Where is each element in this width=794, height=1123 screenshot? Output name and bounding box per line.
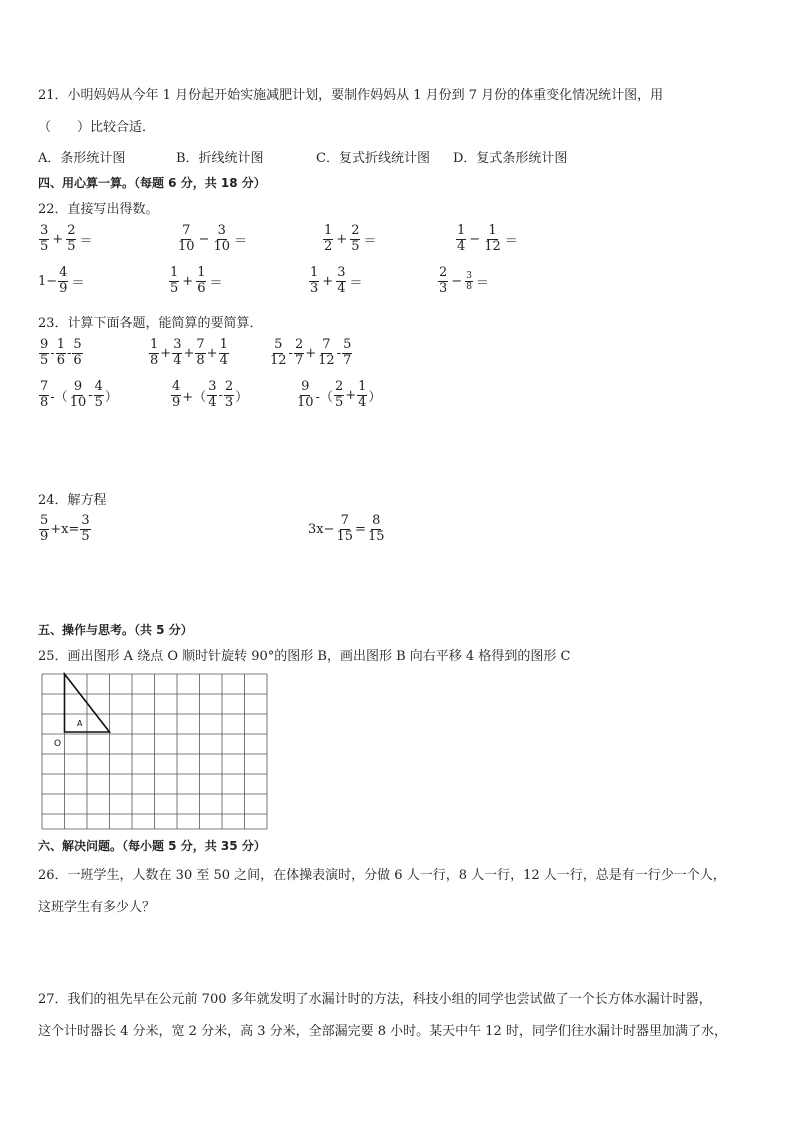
q23-expr-6: $\frac{9}{10}$ -（ $\frac{2}{5}$ + $\frac{1}{4}$ ）: [297, 379, 382, 410]
q24-equation-1: $\frac{5}{9}$ +x= $\frac{3}{5}$: [40, 513, 90, 544]
q21-option-c: C．复式折线统计图: [316, 151, 430, 166]
section6-title: 六、解决问题。（每小题 5 分，共 35 分）: [38, 839, 266, 853]
q22-expr-7: $\frac{1}{3}$ + $\frac{3}{4}$ ＝: [310, 265, 363, 296]
q22-expr-3: $\frac{1}{2}$ + $\frac{2}{5}$ ＝: [324, 223, 377, 254]
q27-line1: 27．我们的祖先早在公元前 700 多年就发明了水漏计时的方法，科技小组的同学也尝试做了一个长方体水漏计时器，: [38, 992, 712, 1007]
q23-expr-4: $\frac{7}{8}$ -（ $\frac{9}{10}$ - $\frac{4}{5}$ ）: [40, 379, 118, 410]
q27-line2: 这个计时器长 4 分米，宽 2 分米，高 3 分米，全部漏完要 8 小时。某天中午 12 时，同学们往水漏计时器里加满了水，: [38, 1024, 727, 1039]
section4-title: 四、用心算一算。（每题 6 分，共 18 分）: [38, 176, 266, 190]
q24-equation-2: 3x− $\frac{7}{15}$ = $\frac{8}{15}$: [308, 513, 385, 544]
q25-grid: [38, 670, 270, 832]
q22-expr-1: $\frac{3}{5}$ + $\frac{2}{5}$ ＝: [40, 223, 93, 254]
q22-title: 22．直接写出得数。: [38, 202, 159, 217]
q23-expr-2: $\frac{1}{8}$ + $\frac{3}{4}$ + $\frac{7}{8}$ + $\frac{1}{4}$: [150, 337, 228, 368]
label-a: A: [77, 719, 83, 728]
q25-text: 25．画出图形 A 绕点 O 顺时针旋转 90°的图形 B，画出图形 B 向右平移 4 格得到的图形 C: [38, 649, 571, 664]
q21-option-a: A．条形统计图: [38, 151, 126, 166]
q24-title: 24．解方程: [38, 493, 107, 508]
label-o: O: [54, 739, 62, 749]
q21-line1: 21．小明妈妈从今年 1 月份起开始实施减肥计划，要制作妈妈从 1 月份到 7 月份的体重变化情况统计图，用: [38, 88, 664, 103]
q23-title: 23．计算下面各题，能简算的要简算．: [38, 316, 263, 331]
q22-expr-2: $\frac{7}{10}$ − $\frac{3}{10}$ ＝: [178, 223, 248, 254]
grid-lines: [42, 674, 267, 829]
q21-option-d: D．复式条形统计图: [453, 151, 568, 166]
q26-line1: 26．一班学生，人数在 30 至 50 之间，在体操表演时，分做 6 人一行，8 人一行，12 人一行，总是有一行少一个人，: [38, 868, 726, 883]
q23-expr-3: $\frac{5}{12}$ - $\frac{2}{7}$ + $\frac{7}{12}$ - $\frac{5}{7}$: [270, 337, 352, 368]
q22-expr-5: 1− $\frac{4}{9}$ ＝: [38, 265, 85, 296]
q21-line2: （ ）比较合适．: [38, 120, 156, 135]
q22-expr-8: $\frac{2}{3}$ − $\frac{3}{8}$ ＝: [439, 265, 489, 296]
q26-line2: 这班学生有多少人？: [38, 900, 156, 915]
section5-title: 五、操作与思考。（共 5 分）: [38, 623, 193, 637]
q21-option-b: B．折线统计图: [176, 151, 264, 166]
q23-expr-5: $\frac{4}{9}$ +（ $\frac{3}{4}$ - $\frac{2}{3}$ ）: [172, 379, 249, 410]
q22-expr-4: $\frac{1}{4}$ − $\frac{1}{12}$ ＝: [457, 223, 518, 254]
q23-expr-1: $\frac{9}{5}$ - $\frac{1}{6}$ - $\frac{5}{6}$: [40, 337, 82, 368]
q22-expr-6: $\frac{1}{5}$ + $\frac{1}{6}$ ＝: [170, 265, 223, 296]
